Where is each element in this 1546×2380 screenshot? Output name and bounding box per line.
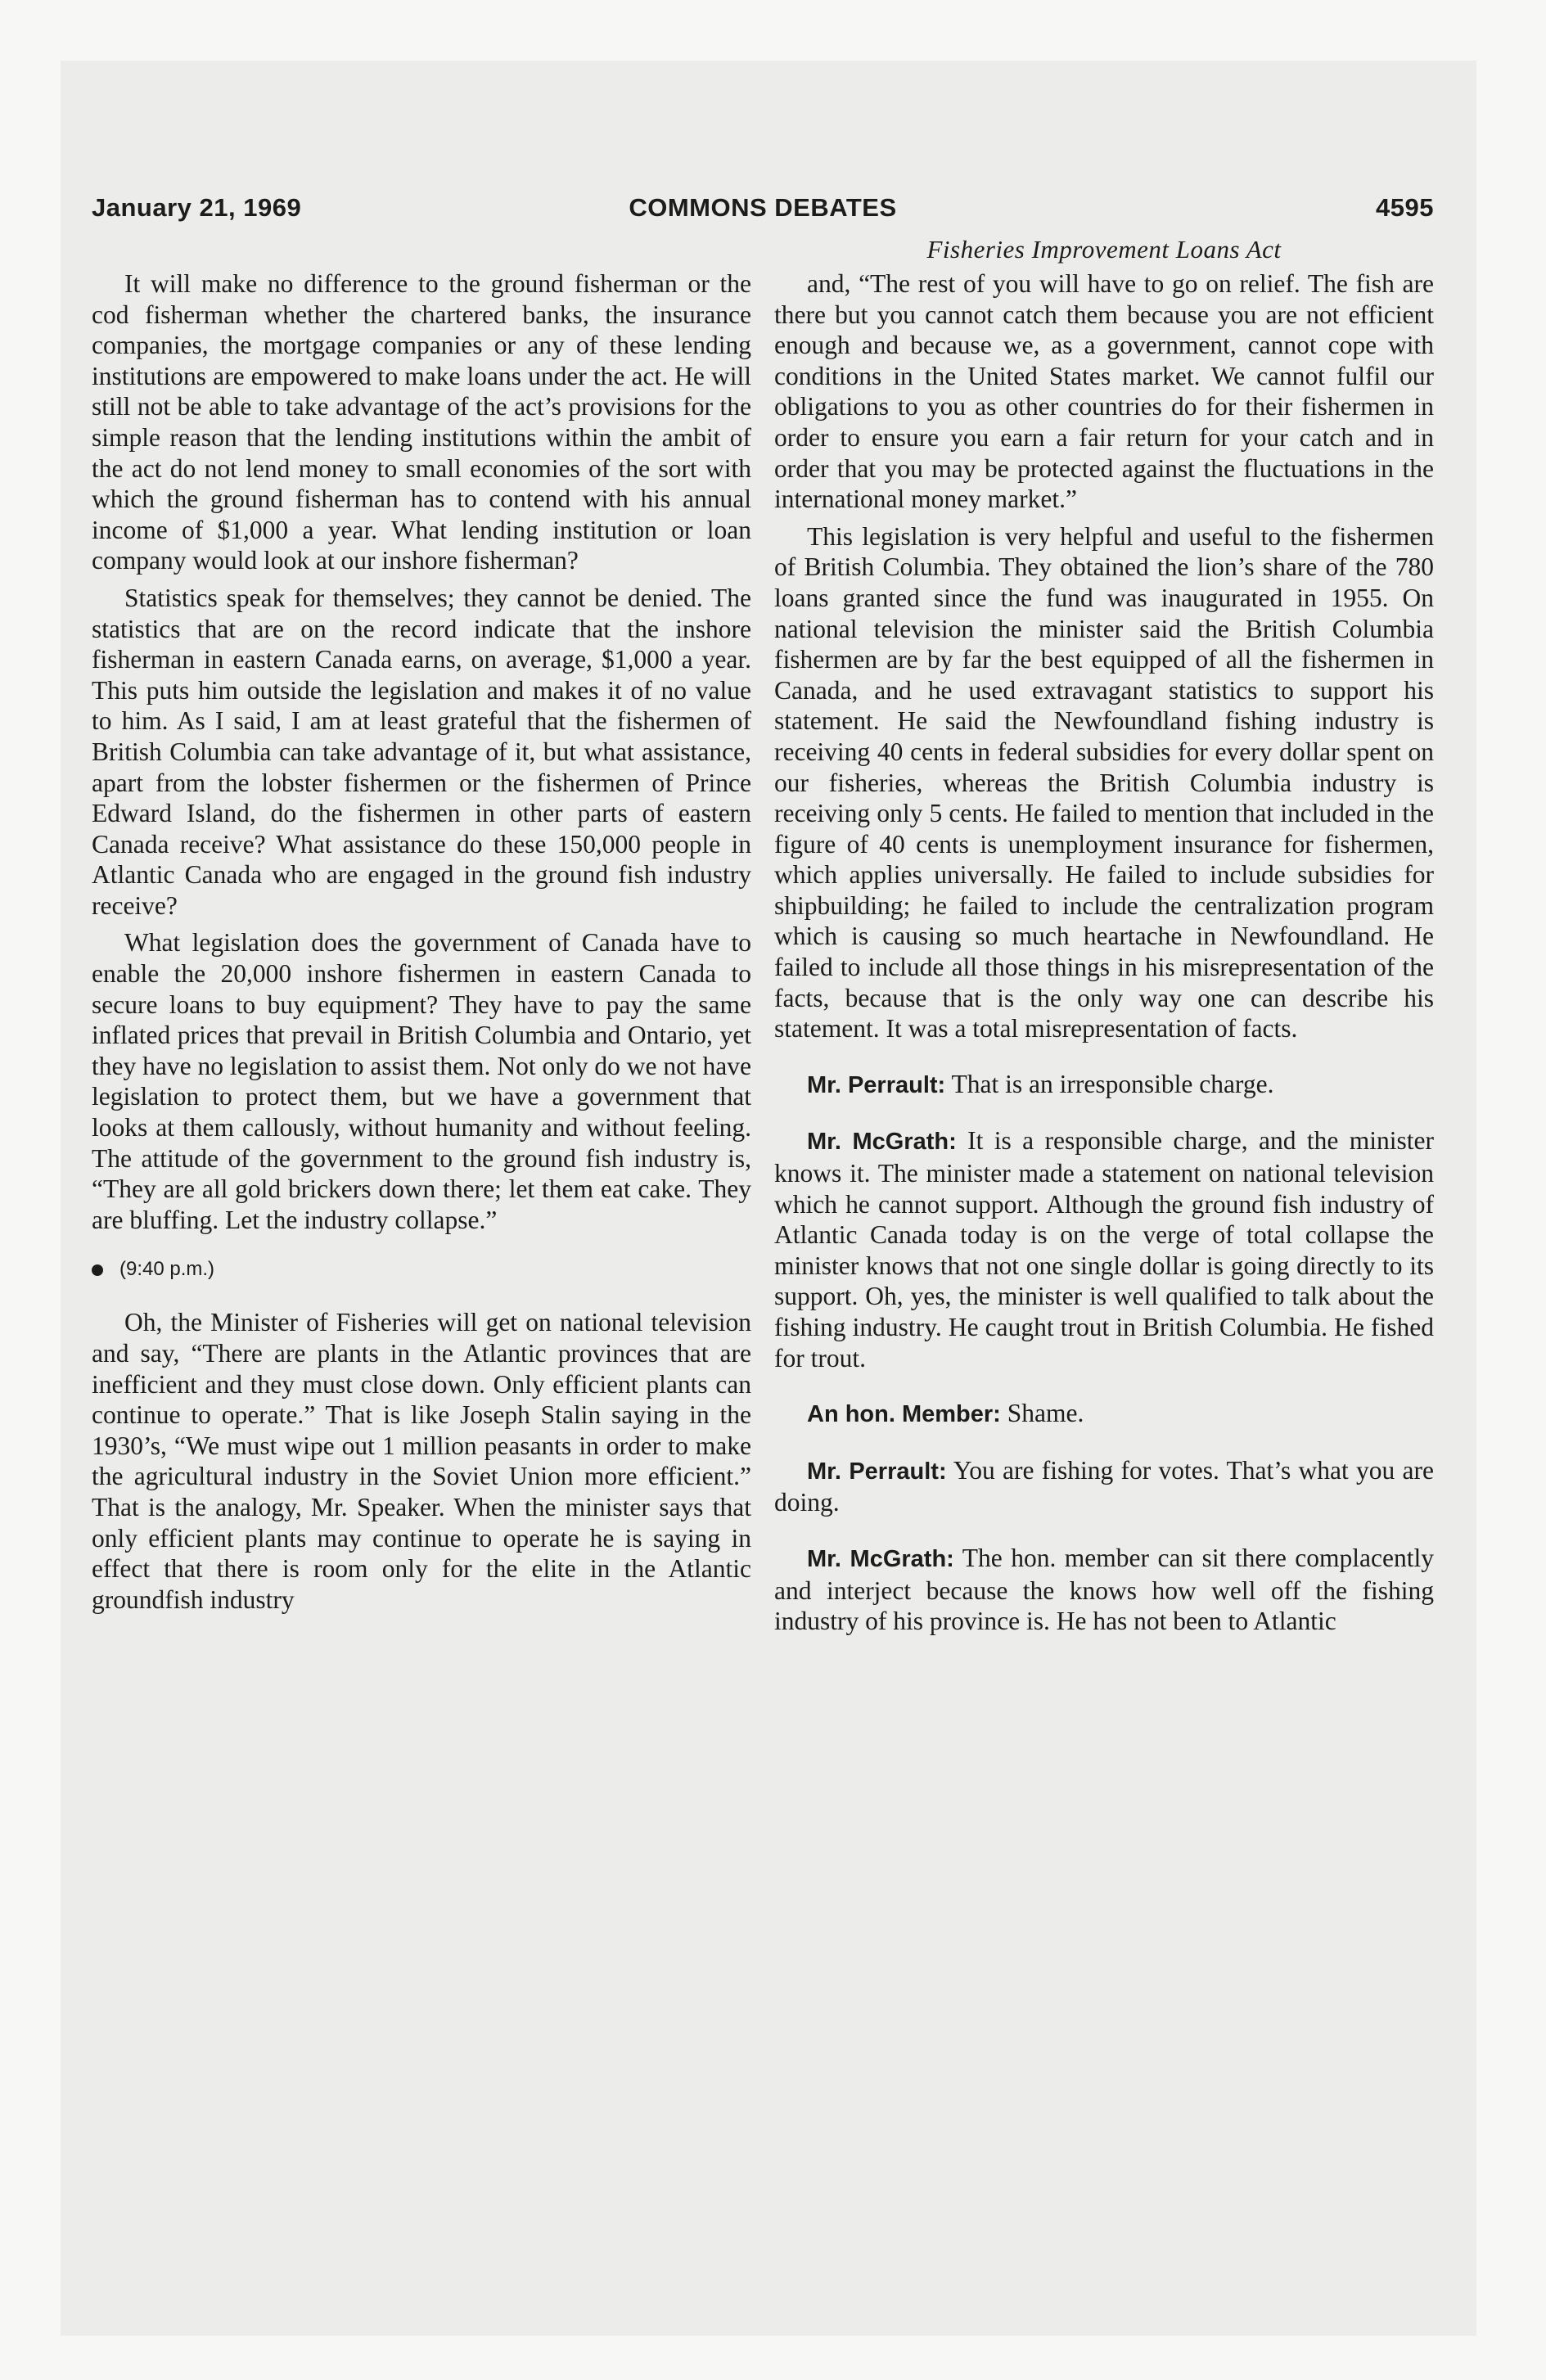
speaker-paragraph [774,1398,1434,1431]
paragraph: Statistics speak for themselves; they cannot be denied. The statistics that are on the record indicate that the inshore fisherman in eastern Canada earns, on average, $1,000 a year. This puts him outside the legislation and makes it of no value to him. As I said, I am at least grateful that the fishermen of British Columbia can take advantage of it, but what assistance, apart from the lobster fishermen or the fishermen of Prince Edward Island, do the fishermen in other parts of eastern Canada receive? What assistance do these 150,000 people in Atlantic Canada who are engaged in the ground fish industry receive? [92,583,751,920]
two-column-body [92,234,1434,1637]
bullet-icon [92,1264,103,1276]
speaker-paragraph [774,1543,1434,1637]
time-stamp-text: (9:40 p.m.) [119,1258,215,1281]
speaker-text: That is an irresponsible charge. [951,1069,1274,1098]
left-column [92,234,751,1637]
speaker-text: You are fishing for votes. That’s what you are doing. [774,1455,1434,1517]
speaker-paragraph [774,1455,1434,1518]
speaker-text: It is a responsible charge, and the minister knows it. The minister made a statement on national television which he cannot support. Although the ground fish industry of Atlantic Canada today is on the verge of total collapse the minister knows that not one single dollar is going directly to its support. Oh, yes, the minister is well qualified to talk about the fishing industry. He caught trout in British Columbia. He fished for trout. [774,1126,1434,1373]
document-page [92,188,1434,1637]
speaker-name: Mr. Perrault: [807,1458,947,1485]
paragraph: Oh, the Minister of Fisheries will get on national television and say, “There are plants in the Atlantic provinces that are inefficient and they must close down. Only efficient plants can continue to operate.” That is like Joseph Stalin saying in the 1930’s, “We must wipe out 1 million peasants in order to make the agricultural industry in the Soviet Union more efficient.” That is the analogy, Mr. Speaker. When the minister says that only efficient plants may continue to operate he is saying in effect that there is room only for the elite in the Atlantic groundfish industry [92,1308,751,1614]
paragraph: What legislation does the government of Canada have to enable the 20,000 inshore fishermen in eastern Canada to secure loans to buy equipment? They have to pay the same inflated prices that prevail in British Columbia and Ontario, yet they have no legislation to assist them. Not only do we not have legislation to protect them, but we have a government that looks at them callously, without humanity and without feeling. The attitude of the government to the ground fish industry is, “They are all gold brickers down there; let them eat cake. They are bluffing. Let the industry collapse.” [92,928,751,1234]
page-header [92,188,1434,234]
right-column [774,234,1434,1637]
speaker-name: Mr. Perrault: [807,1071,946,1098]
speaker-name: Mr. McGrath: [807,1129,957,1156]
speaker-name: An hon. Member: [807,1401,1001,1428]
speaker-paragraph [774,1125,1434,1373]
header-title: COMMONS DEBATES [629,193,897,222]
time-stamp [92,1256,751,1282]
header-date: January 21, 1969 [92,193,302,222]
speaker-text: Shame. [1007,1399,1084,1428]
paragraph: It will make no difference to the ground fisherman or the cod fisherman whether the chartered banks, the insurance companies, the mortgage companies or any of these lending institutions are empowered to make loans under the act. He will still not be able to take advantage of the act’s provisions for the simple reason that the lending institutions within the ambit of the act do not lend money to small economies of the sort with which the ground fisherman has to contend with his annual income of $1,000 a year. What lending institution or loan company would look at our inshore fisherman? [92,269,751,575]
speaker-text: The hon. member can sit there complacently and interject because the knows how well off the fishing industry of his province is. He has not been to Atlantic [774,1543,1434,1636]
paragraph: and, “The rest of you will have to go on relief. The fish are there but you cannot catch them because you are not efficient enough and because we, as a government, cannot cope with conditions in the United States market. We cannot fulfil our obligations to you as other countries do for their fishermen in order to ensure you earn a fair return for your catch and in order that you may be protected against the fluctuations in the international money market.” [774,269,1434,514]
running-head: Fisheries Improvement Loans Act [926,235,1282,264]
header-page-number: 4595 [1376,193,1434,222]
speaker-name: Mr. McGrath: [807,1545,954,1572]
speaker-paragraph [774,1069,1434,1102]
paragraph: This legislation is very helpful and useful to the fishermen of British Columbia. They obtained the lion’s share of the 780 loans granted since the fund was inaugurated in 1955. On national television the minister said the British Columbia fishermen are by far the best equipped of all the fishermen in Canada, and he used extravagant statistics to support his statement. He said the Newfoundland fishing industry is receiving 40 cents in federal subsidies for every dollar spent on our fisheries, whereas the British Columbia industry is receiving only 5 cents. He failed to mention that included in the figure of 40 cents is unemployment insurance for fishermen, which applies universally. He failed to include subsidies for shipbuilding; he failed to include the centralization program which is causing so much heartache in Newfoundland. He failed to include all those things in his misrepresentation of the facts, because that is the only way one can describe his statement. It was a total misrepresentation of facts. [774,521,1434,1044]
